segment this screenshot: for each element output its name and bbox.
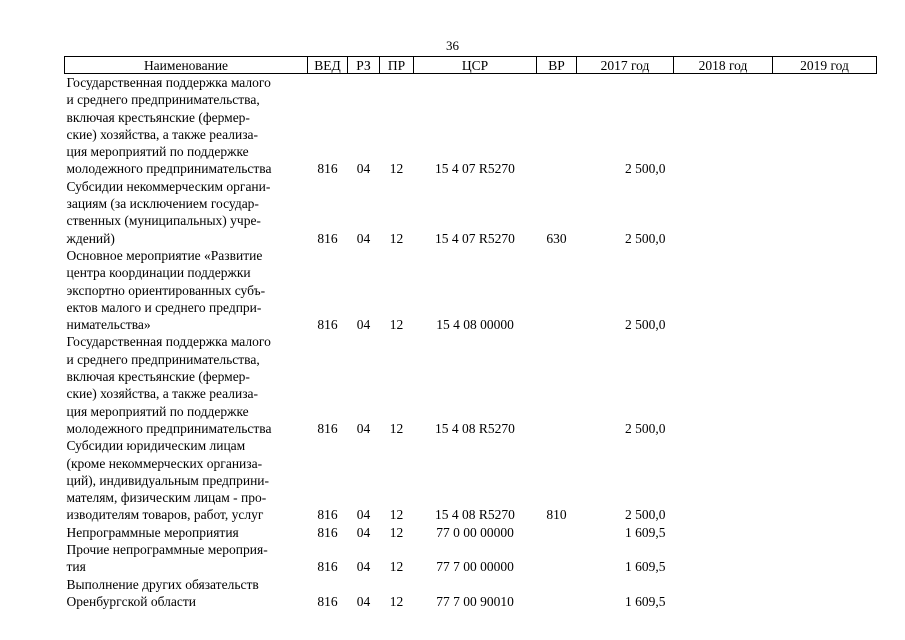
cell-rz: 04 xyxy=(356,559,371,575)
cell-vr xyxy=(537,524,577,541)
cell-2019 xyxy=(773,437,877,523)
cell-csr: 15 4 08 00000 xyxy=(436,317,514,333)
cell-rz: 04 xyxy=(356,524,371,540)
page-number: 36 xyxy=(446,38,459,53)
cell-pr: 12 xyxy=(389,420,404,436)
table-row xyxy=(65,524,877,541)
cell-ved: 816 xyxy=(317,420,338,436)
cell-2019 xyxy=(773,576,877,611)
cell-rz: 04 xyxy=(356,420,371,436)
cell-2018 xyxy=(674,576,773,611)
cell-name: Субсидии юридическим лицам (кроме некоммерческих организа- ций), индивидуальным предприни- мателям, физическим лицам - про- изводителям товаров, работ, услуг xyxy=(66,438,270,523)
cell-ved: 816 xyxy=(317,559,338,575)
cell-rz: 04 xyxy=(356,161,371,177)
cell-csr: 77 7 00 90010 xyxy=(436,593,514,609)
cell-vr: 630 xyxy=(546,230,567,246)
cell-csr: 15 4 07 R5270 xyxy=(435,161,515,177)
table-row xyxy=(65,333,877,437)
cell-2017: 2 500,0 xyxy=(625,161,666,177)
cell-2019 xyxy=(773,178,877,247)
cell-vr xyxy=(537,541,577,576)
cell-csr: 77 7 00 00000 xyxy=(436,559,514,575)
cell-name: Основное мероприятие «Развитие центра координации поддержки экспортно ориентированных субъ- ектов малого и среднего предпри- нимательства» xyxy=(66,247,266,333)
cell-pr: 12 xyxy=(389,230,404,246)
cell-2017: 2 500,0 xyxy=(625,317,666,333)
cell-2018 xyxy=(674,247,773,333)
table-header xyxy=(65,57,877,74)
header-2018: 2018 год xyxy=(674,57,773,74)
cell-rz: 04 xyxy=(356,507,371,523)
header-pr: ПР xyxy=(380,57,414,74)
table-row xyxy=(65,576,877,611)
header-2019: 2019 год xyxy=(773,57,877,74)
header-rz: РЗ xyxy=(348,57,380,74)
header-name: Наименование xyxy=(65,57,308,74)
cell-rz: 04 xyxy=(356,317,371,333)
cell-vr xyxy=(537,333,577,437)
cell-pr: 12 xyxy=(389,524,404,540)
cell-ved: 816 xyxy=(317,230,338,246)
cell-csr: 15 4 08 R5270 xyxy=(435,507,515,523)
cell-2018 xyxy=(674,524,773,541)
cell-2019 xyxy=(773,74,877,178)
cell-2019 xyxy=(773,247,877,333)
cell-pr: 12 xyxy=(389,593,404,609)
cell-2017: 2 500,0 xyxy=(625,230,666,246)
cell-vr xyxy=(537,247,577,333)
cell-2018 xyxy=(674,74,773,178)
cell-name: Выполнение других обязательств Оренбургской области xyxy=(66,576,259,609)
cell-name: Субсидии некоммерческим органи- зациям (за исключением государ- ственных (муниципальных) учре- ждений) xyxy=(66,178,271,246)
cell-vr xyxy=(537,576,577,611)
cell-2019 xyxy=(773,524,877,541)
cell-2019 xyxy=(773,333,877,437)
cell-2017: 1 609,5 xyxy=(625,524,666,540)
cell-csr: 77 0 00 00000 xyxy=(436,524,514,540)
cell-2018 xyxy=(674,333,773,437)
table-row xyxy=(65,541,877,576)
cell-2017: 1 609,5 xyxy=(625,559,666,575)
cell-2018 xyxy=(674,541,773,576)
budget-table xyxy=(64,56,877,610)
cell-ved: 816 xyxy=(317,317,338,333)
header-vr: ВР xyxy=(537,57,577,74)
cell-pr: 12 xyxy=(389,317,404,333)
cell-vr: 810 xyxy=(546,507,567,523)
table-row xyxy=(65,178,877,247)
cell-csr: 15 4 07 R5270 xyxy=(435,230,515,246)
cell-2018 xyxy=(674,178,773,247)
cell-ved: 816 xyxy=(317,161,338,177)
cell-ved: 816 xyxy=(317,524,338,540)
cell-2017: 2 500,0 xyxy=(625,507,666,523)
cell-ved: 816 xyxy=(317,593,338,609)
cell-ved: 816 xyxy=(317,507,338,523)
cell-vr xyxy=(537,74,577,178)
header-2017: 2017 год xyxy=(577,57,674,74)
cell-rz: 04 xyxy=(356,230,371,246)
cell-name: Государственная поддержка малого и среднего предпринимательства, включая крестьянские (фермер- ские) хозяйства, а также реализа- ция мероприятий по поддержке молодежного предпринимательства xyxy=(66,75,272,177)
cell-2017: 2 500,0 xyxy=(625,420,666,436)
cell-name: Государственная поддержка малого и среднего предпринимательства, включая крестьянские (фермер- ские) хозяйства, а также реализа- ция мероприятий по поддержке молодежного предпринимательства xyxy=(66,334,272,436)
cell-pr: 12 xyxy=(389,507,404,523)
table-row xyxy=(65,74,877,178)
header-ved: ВЕД xyxy=(308,57,348,74)
header-csr: ЦСР xyxy=(414,57,537,74)
cell-rz: 04 xyxy=(356,593,371,609)
cell-name: Непрограммные мероприятия xyxy=(66,524,239,540)
table-row xyxy=(65,247,877,333)
cell-name: Прочие непрограммные мероприя- тия xyxy=(66,542,268,575)
cell-csr: 15 4 08 R5270 xyxy=(435,420,515,436)
table-row xyxy=(65,437,877,523)
cell-pr: 12 xyxy=(389,559,404,575)
table-body xyxy=(65,74,877,611)
cell-2019 xyxy=(773,541,877,576)
cell-2018 xyxy=(674,437,773,523)
cell-2017: 1 609,5 xyxy=(625,593,666,609)
cell-pr: 12 xyxy=(389,161,404,177)
